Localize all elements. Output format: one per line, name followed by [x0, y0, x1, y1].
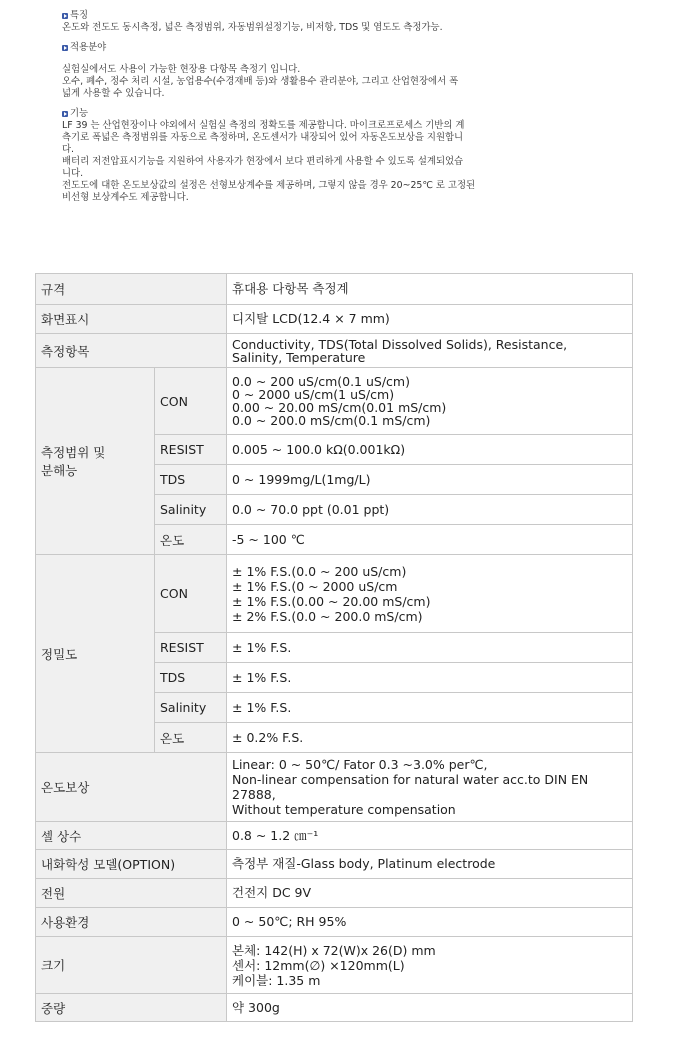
arrow-bullet-icon: [62, 45, 68, 51]
applications-section: [62, 42, 622, 100]
spec-sublabel: Salinity: [155, 693, 227, 723]
spec-value: ± 1% F.S.(0.0 ~ 200 uS/cm) ± 1% F.S.(0 ~ 2000 uS/cm ± 1% F.S.(0.00 ~ 20.00 mS/cm) ± 2% F.S.(0.0 ~ 200.0 mS/cm): [227, 555, 633, 633]
spec-label: 화면표시: [36, 305, 227, 334]
spec-label: 사용환경: [36, 908, 227, 937]
functions-line: 다.: [62, 144, 75, 155]
spec-label: 내화학성 모델(OPTION): [36, 850, 227, 879]
functions-line: 비선형 보상계수도 제공합니다.: [62, 192, 189, 203]
spec-row-environment: [36, 908, 633, 937]
product-description: [62, 10, 622, 212]
spec-row-chem-model: [36, 850, 633, 879]
spec-sublabel: CON: [155, 555, 227, 633]
spec-value: 약 300g: [227, 994, 633, 1022]
spec-value: 0.0 ~ 70.0 ppt (0.01 ppt): [227, 495, 633, 525]
functions-line: 배터리 저전압표시기능을 지원하여 사용자가 현장에서 보다 편리하게 사용할 수 있도록 설계되었습: [62, 156, 464, 167]
applications-heading: [62, 42, 622, 54]
spec-sublabel: 온도: [155, 525, 227, 555]
applications-title: 적용분야: [70, 42, 107, 53]
functions-line: 전도도에 대한 온도보상값의 설정은 선형보상계수를 제공하며, 그렇지 않을 경우 20~25℃ 로 고정된: [62, 180, 476, 191]
spec-value: ± 1% F.S.: [227, 693, 633, 723]
applications-line: 실험실에서도 사용이 가능한 현장용 다항목 측정기 입니다.: [62, 64, 301, 75]
spec-sublabel: RESIST: [155, 435, 227, 465]
spec-label: 온도보상: [36, 753, 227, 822]
applications-line: 넓게 사용할 수 있습니다.: [62, 88, 165, 99]
spec-value: -5 ~ 100 ℃: [227, 525, 633, 555]
spec-row-range-con: [36, 368, 633, 435]
spec-row-accuracy-con: [36, 555, 633, 633]
functions-line: 측기로 폭넓은 측정범위를 자동으로 측정하며, 온도센서가 내장되어 있어 자동온도보상을 지원합니: [62, 132, 464, 143]
functions-line: 니다.: [62, 168, 84, 179]
arrow-bullet-icon: [62, 111, 68, 117]
spec-value: 0.8 ~ 1.2 ㎝⁻¹: [227, 822, 633, 850]
spec-value: 0 ~ 50℃; RH 95%: [227, 908, 633, 937]
spec-value: Conductivity, TDS(Total Dissolved Solids), Resistance, Salinity, Temperature: [227, 334, 633, 368]
spec-value: 0.005 ~ 100.0 kΩ(0.001kΩ): [227, 435, 633, 465]
spec-row-parameters: [36, 334, 633, 368]
spec-row-display: [36, 305, 633, 334]
spec-value: 디지탈 LCD(12.4 × 7 mm): [227, 305, 633, 334]
spec-value: 0.0 ~ 200 uS/cm(0.1 uS/cm) 0 ~ 2000 uS/cm(1 uS/cm) 0.00 ~ 20.00 mS/cm(0.01 mS/cm) 0.0 ~ 200.0 mS/cm(0.1 mS/cm): [227, 368, 633, 435]
spec-value: ± 0.2% F.S.: [227, 723, 633, 753]
spec-row-model: [36, 274, 633, 305]
functions-section: [62, 108, 622, 204]
spec-value: 측정부 재질-Glass body, Platinum electrode: [227, 850, 633, 879]
spec-value: ± 1% F.S.: [227, 633, 633, 663]
spec-value: 본체: 142(H) x 72(W)x 26(D) mm 센서: 12mm(∅) ×120mm(L) 케이블: 1.35 m: [227, 937, 633, 994]
spec-sublabel: CON: [155, 368, 227, 435]
spec-value: ± 1% F.S.: [227, 663, 633, 693]
spec-label: 전원: [36, 879, 227, 908]
functions-line: LF 39 는 산업현장이나 야외에서 실험실 측정의 정확도를 제공합니다. 마이크로프로세스 기반의 계: [62, 120, 465, 131]
spec-label: 크기: [36, 937, 227, 994]
features-heading: [62, 10, 622, 22]
spec-table: [35, 273, 633, 1022]
functions-title: 기능: [70, 108, 89, 119]
features-section: [62, 10, 622, 34]
applications-line: 오수, 폐수, 정수 처리 시설, 농업용수(수경재배 등)와 생활용수 관리분야, 그리고 산업현장에서 폭: [62, 76, 459, 87]
arrow-bullet-icon: [62, 13, 68, 19]
spec-label-range: 측정범위 및 분해능: [36, 368, 155, 555]
spec-row-weight: [36, 994, 633, 1022]
spec-sublabel: TDS: [155, 663, 227, 693]
spec-value: Linear: 0 ~ 50℃/ Fator 0.3 ~3.0% per℃, Non-linear compensation for natural water acc.to DIN EN 27888, Without temperature compensation: [227, 753, 633, 822]
spec-sublabel: TDS: [155, 465, 227, 495]
spec-label: 중량: [36, 994, 227, 1022]
spec-row-size: [36, 937, 633, 994]
spec-row-cell-const: [36, 822, 633, 850]
spec-value: 휴대용 다항목 측정계: [227, 274, 633, 305]
functions-heading: [62, 108, 622, 120]
spec-value: 0 ~ 1999mg/L(1mg/L): [227, 465, 633, 495]
spec-label: 측정항목: [36, 334, 227, 368]
features-text: 온도와 전도도 동시측정, 넓은 측정범위, 자동범위설정기능, 비저항, TDS 및 염도도 측정가능.: [62, 22, 443, 33]
spec-row-temp-comp: [36, 753, 633, 822]
spec-sublabel: 온도: [155, 723, 227, 753]
spec-label: 규격: [36, 274, 227, 305]
spec-row-power: [36, 879, 633, 908]
spec-sublabel: Salinity: [155, 495, 227, 525]
spec-label: 셀 상수: [36, 822, 227, 850]
spec-sublabel: RESIST: [155, 633, 227, 663]
spec-value: 건전지 DC 9V: [227, 879, 633, 908]
spec-label: 정밀도: [36, 555, 155, 753]
features-title: 특징: [70, 10, 89, 21]
